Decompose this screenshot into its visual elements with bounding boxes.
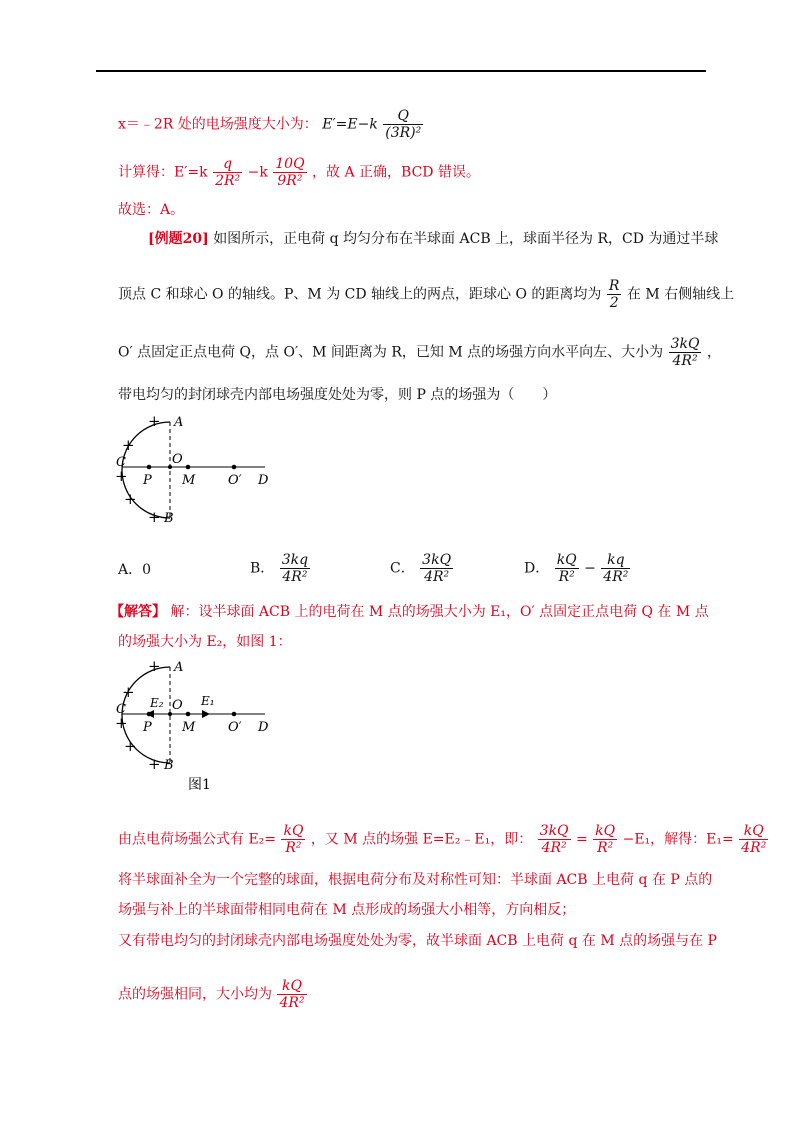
answer-line-6: 又有带电均匀的封闭球壳内部电场强度处处为零，故半球面 ACB 上电荷 q 在 M 点的场强与在 P <box>118 933 717 949</box>
label-e2: E₂ <box>150 696 164 710</box>
label-plus: + <box>115 714 128 732</box>
header-rule <box>96 70 706 72</box>
label-b: B <box>164 758 174 773</box>
hemisphere-figure-1 <box>110 655 280 795</box>
label-m: M <box>182 473 196 488</box>
label-plus: + <box>148 508 161 526</box>
fraction: $\frac{3kQ}{\text{4R²}}$ <box>670 336 700 369</box>
point-m <box>186 712 191 717</box>
question-line-1: [例题20] 如图所示，正电荷 q 均匀分布在半球面 ACB 上，球面半径为 R，CD 为通过半球 <box>148 231 719 247</box>
answer-line-4: 将半球面补全为一个完整的球面，根据电荷分布及对称性可知：半球面 ACB 上电荷 q 在 P 点的 <box>118 872 713 888</box>
point-o-prime <box>232 712 237 717</box>
e1-arrow <box>202 710 210 718</box>
label-plus: + <box>148 412 161 430</box>
label-plus: + <box>124 737 137 755</box>
label-o-prime: O′ <box>228 720 242 735</box>
option-d: D． $\frac{kQ}{\text{R²}}$ − $\frac{kq}{\text{4R²}}$ <box>524 552 629 585</box>
label-b: B <box>164 511 174 526</box>
label-d: D <box>258 473 269 488</box>
label-p: P <box>143 473 152 488</box>
fraction: $\frac{Q}{\text{(3R)²}}$ <box>385 108 422 141</box>
label-c: C <box>116 702 126 717</box>
hemisphere-figure <box>110 410 280 532</box>
text: x＝﹣2R 处的电场强度大小为： <box>118 116 318 133</box>
fraction: $\frac{3kQ}{\text{4R²}}$ <box>539 823 569 856</box>
label-plus: + <box>122 436 135 454</box>
formula-lhs: E′=E−k <box>322 116 378 133</box>
fraction: $\frac{kQ}{\text{R²}}$ <box>283 823 304 856</box>
label-o-prime: O′ <box>228 473 242 488</box>
question-line-3: O′ 点固定正点电荷 Q，点 O′、M 间距离为 R，已知 M 点的场强方向水平向左、大小为 $\frac{3kQ}{\text{4R²}}$ ， <box>118 336 721 369</box>
label-e1: E₁ <box>201 694 215 708</box>
fraction: $\frac{kQ}{\text{4R²}}$ <box>279 978 305 1011</box>
option-b: B． $\frac{3kq}{\text{4R²}}$ <box>250 552 309 585</box>
figure-caption: 图1 <box>188 777 211 793</box>
fraction: $\frac{10Q}{\text{9R²}}$ <box>275 156 305 189</box>
choice-line: 故选：A。 <box>118 202 185 218</box>
label-plus: + <box>148 657 161 675</box>
label-p: P <box>143 720 152 735</box>
fraction: $\frac{kq}{\text{4R²}}$ <box>603 552 629 585</box>
fraction: $\frac{kQ}{\text{4R²}}$ <box>741 823 767 856</box>
option-a: A．0 <box>118 562 152 578</box>
fraction: $\frac{kQ}{\text{R²}}$ <box>595 823 616 856</box>
answer-line-7: 点的场强相同，大小均为 $\frac{kQ}{\text{4R²}}$ <box>118 978 305 1011</box>
option-c: C． $\frac{3kQ}{\text{4R²}}$ <box>390 552 452 585</box>
fraction: $\frac{R}{2}$ <box>608 278 620 311</box>
label-plus: + <box>115 467 128 485</box>
point-p <box>147 712 152 717</box>
text: 计算得：E′=k <box>118 164 208 181</box>
point-o-prime <box>232 465 237 470</box>
label-c: C <box>116 455 126 470</box>
result-line-1 <box>118 108 424 141</box>
result-line-2 <box>118 156 480 189</box>
answer-line-5: 场强与补上的半球面带相同电荷在 M 点形成的场强大小相等，方向相反； <box>118 902 576 918</box>
fraction: $\frac{q}{\text{2R²}}$ <box>215 156 241 189</box>
label-plus: + <box>124 490 137 508</box>
point-p <box>147 465 152 470</box>
label-m: M <box>182 720 196 735</box>
example-tag: [例题20] <box>148 231 209 247</box>
fraction: $\frac{kQ}{\text{R²}}$ <box>556 552 577 585</box>
point-m <box>186 465 191 470</box>
answer-tag: 【解答】 <box>110 604 166 620</box>
question-line-2: 顶点 C 和球心 O 的轴线。P、M 为 CD 轴线上的两点，距球心 O 的距离均为 $\frac{R}{2}$ 在 M 右侧轴线上 <box>118 278 735 311</box>
answer-line-1: 【解答】 解：设半球面 ACB 上的电荷在 M 点的场强大小为 E₁，O′ 点固定正点电荷 Q 在 M 点 <box>110 604 709 620</box>
label-plus: + <box>122 683 135 701</box>
label-d: D <box>258 720 269 735</box>
fraction: $\frac{3kq}{\text{4R²}}$ <box>281 552 309 585</box>
question-line-4: 带电均匀的封闭球壳内部电场强度处处为零，则 P 点的场强为（ ） <box>118 387 557 403</box>
answer-line-2: 的场强大小为 E₂，如图 1： <box>118 634 292 650</box>
label-o: O <box>172 698 183 713</box>
label-a: A <box>174 660 184 675</box>
fraction: $\frac{3kQ}{\text{4R²}}$ <box>422 552 452 585</box>
label-plus: + <box>148 755 161 773</box>
label-o: O <box>172 452 183 467</box>
text: −k <box>247 164 268 181</box>
label-a: A <box>174 415 184 430</box>
answer-line-3: 由点电荷场强公式有 E₂= $\frac{kQ}{\text{R²}}$ ，又 M 点的场强 E=E₂﹣E₁，即： $\frac{3kQ}{\text{4R²}}$ = $\frac{kQ}{\text{R²}}$ −E₁，解得：E₁= $\frac{kQ}{\text{4R²}}$ <box>118 823 767 856</box>
text: ，故 A 正确，BCD 错误。 <box>312 164 480 181</box>
